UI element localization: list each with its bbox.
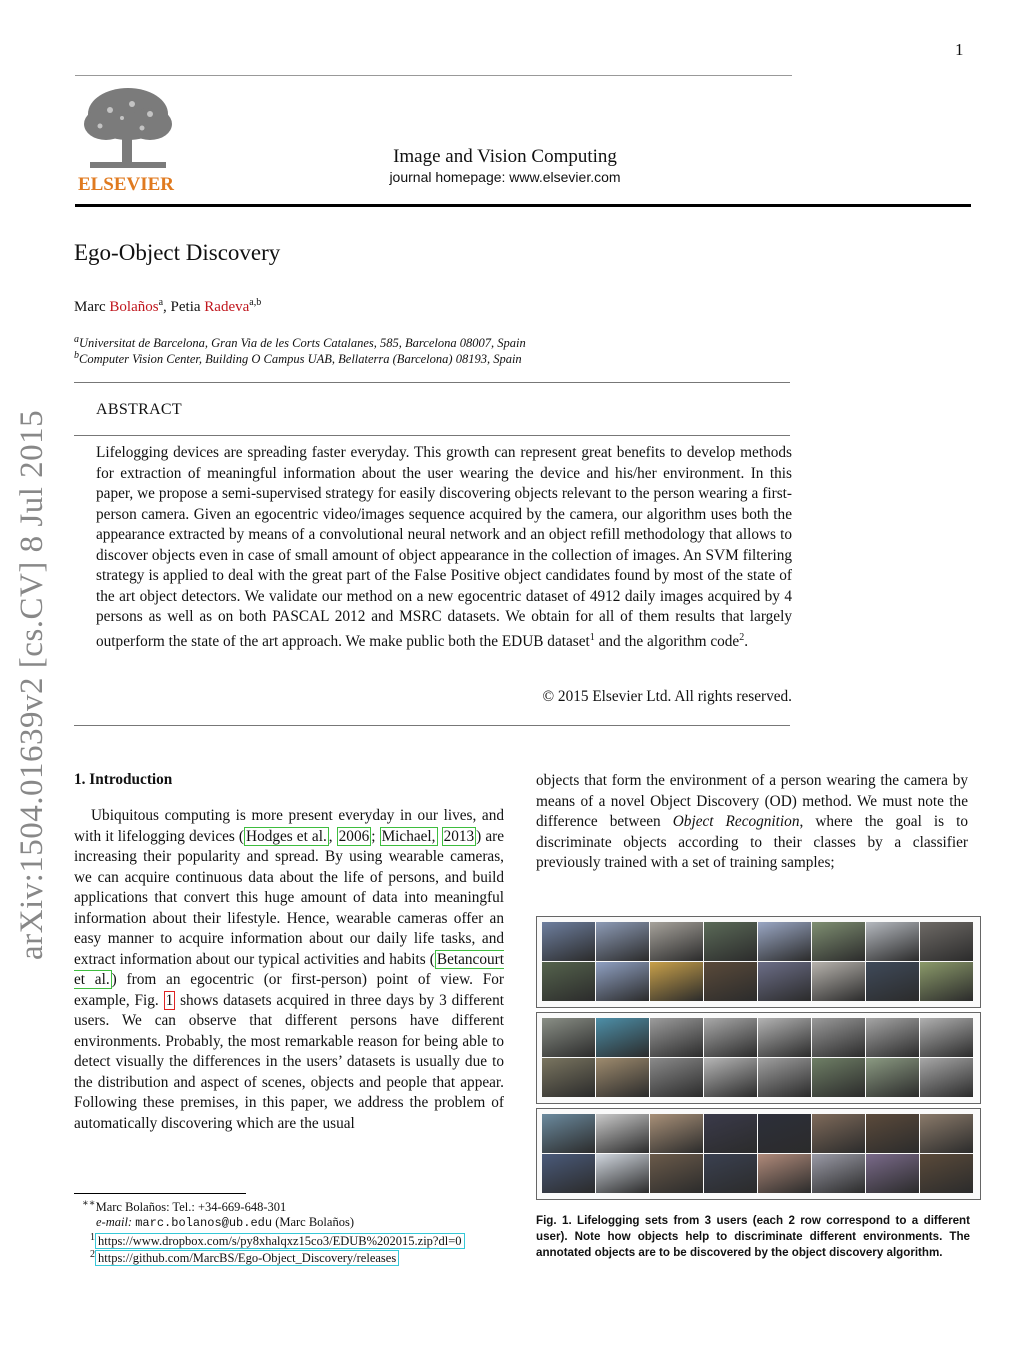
footnote-1: $^1$ https://www.dropbox.com/s/py8xhalqxz15co3/EDUB%202015.zip?dl=0 — [90, 1232, 465, 1249]
page-number: 1 — [955, 40, 964, 59]
user-1-image-band — [536, 916, 981, 1008]
publisher-name: ELSEVIER — [77, 174, 175, 195]
citation-hodges-year[interactable]: 2006 — [338, 827, 370, 845]
header-rule-thick — [75, 204, 971, 207]
citation-michael-year[interactable]: 2013 — [443, 827, 475, 845]
paper-title: Ego-Object Discovery — [74, 240, 281, 265]
footnote-ref-2[interactable]: 2 — [739, 631, 745, 643]
egocentric-thumbnail — [758, 1114, 811, 1153]
egocentric-thumbnail — [596, 1058, 649, 1097]
egocentric-thumbnail — [542, 962, 595, 1001]
intro-paragraph-col1: Ubiquitous computing is more present everyday in our lives, and with it lifelogging devices ( Hodges et al. , 2006 ; Michael, 2013 ) are increasing their popularity and spread. By using wearable cameras, we can acquire continuous data about the life of persons, and build applications that convert this huge amount of data into meaningful information about their lifestyle. Hence, wearable cameras offer an easy manner to acquire information about our daily life tasks, and extract information about our typical activities and habits ( Betancourt et al. ) from an egocentric (or first-person) point of view. For example, Fig. 1 shows datasets acquired in three days by 3 different users. We can observe that different persons have different environments. Probably, the most remarkable reason for being able to detect visually the differences in the users’ datasets is usually due to the distribution and aspect of scenes, objects and people that appear. Following these premises, in this paper, we address the problem of automatically discovering which are the usual — [74, 807, 504, 1132]
figure-ref-1[interactable]: 1 — [165, 991, 174, 1009]
author-2-first: , Petia — [163, 299, 205, 315]
author-1-first: Marc — [74, 299, 110, 315]
section-heading-introduction: 1. Introduction — [74, 771, 173, 788]
email-link[interactable]: marc.bolanos@ub.edu — [135, 1216, 273, 1230]
egocentric-thumbnail — [920, 962, 973, 1001]
egocentric-thumbnail — [866, 922, 919, 961]
citation-michael[interactable]: Michael, — [381, 827, 436, 845]
egocentric-thumbnail — [596, 962, 649, 1001]
egocentric-thumbnail — [596, 1114, 649, 1153]
egocentric-thumbnail — [650, 922, 703, 961]
egocentric-thumbnail — [812, 962, 865, 1001]
author-2-link[interactable]: Radeva — [204, 299, 250, 315]
egocentric-thumbnail — [542, 1018, 595, 1057]
egocentric-thumbnail — [920, 1018, 973, 1057]
egocentric-thumbnail — [650, 1114, 703, 1153]
egocentric-thumbnail — [650, 1154, 703, 1193]
author-1-affil: a — [158, 297, 164, 308]
egocentric-thumbnail — [812, 1114, 865, 1153]
egocentric-thumbnail — [866, 1154, 919, 1193]
author-1-link[interactable]: Bolaños — [109, 299, 159, 315]
abstract-rule-mid — [74, 435, 790, 436]
intro-paragraph-col2: objects that form the environment of a person wearing the camera by means of a novel Object Discovery (OD) method. We must note the difference between Object Recognition, where the goal is to discriminate objects according to their classes by a classifier previously trained with a set of training samples; — [536, 772, 968, 871]
egocentric-thumbnail — [542, 1058, 595, 1097]
citation-betancourt[interactable]: Betancourt et al. — [74, 950, 504, 988]
journal-homepage: journal homepage: www.elsevier.com — [389, 169, 621, 185]
egocentric-thumbnail — [704, 1018, 757, 1057]
egocentric-thumbnail — [812, 1154, 865, 1193]
abstract-rule-top — [74, 382, 790, 383]
egocentric-thumbnail — [596, 1018, 649, 1057]
user-2-image-band — [536, 1012, 981, 1104]
egocentric-thumbnail — [758, 1058, 811, 1097]
egocentric-thumbnail — [866, 962, 919, 1001]
egocentric-thumbnail — [866, 1114, 919, 1153]
author-2-affil: a,b — [249, 297, 262, 308]
egocentric-thumbnail — [812, 1018, 865, 1057]
egocentric-thumbnail — [596, 1154, 649, 1193]
journal-name: Image and Vision Computing — [393, 146, 617, 167]
egocentric-thumbnail — [596, 922, 649, 961]
egocentric-thumbnail — [704, 1058, 757, 1097]
egocentric-thumbnail — [704, 1154, 757, 1193]
user-3-image-band — [536, 1108, 981, 1200]
egocentric-thumbnail — [704, 962, 757, 1001]
figure-1-image-grid — [536, 916, 979, 1198]
egocentric-thumbnail — [650, 1018, 703, 1057]
abstract-heading: ABSTRACT — [96, 401, 182, 418]
egocentric-thumbnail — [704, 1114, 757, 1153]
abstract-rule-bottom — [74, 725, 790, 726]
arxiv-stamp: arXiv:1504.01639v2 [cs.CV] 8 Jul 2015 — [14, 409, 50, 960]
egocentric-thumbnail — [812, 922, 865, 961]
egocentric-thumbnail — [758, 1018, 811, 1057]
elsevier-tree-logo — [70, 84, 182, 196]
egocentric-thumbnail — [812, 1058, 865, 1097]
affiliation-a: $^a$Universitat de Barcelona, Gran Via de les Corts Catalanes, 585, Barcelona 08007, Spain — [74, 334, 526, 351]
egocentric-thumbnail — [920, 1114, 973, 1153]
footnote-1-url[interactable]: https://www.dropbox.com/s/py8xhalqxz15co3/EDUB%202015.zip?dl=0 — [95, 1233, 465, 1249]
egocentric-thumbnail — [542, 1154, 595, 1193]
author-list — [74, 297, 261, 316]
abstract-body: Lifelogging devices are spreading faster everyday. This growth can represent great benefits to develop methods for extraction of meaningful information about the user wearing the device and his/her environment. In this paper, we propose a semi-supervised strategy for easily discovering objects relevant to the person wearing a first-person camera. Given an egocentric video/images sequence acquired by the camera, our algorithm uses both the appearance extracted by means of a convolutional neural network and an object refill methodology that allows to discover objects even in case of small amount of object appearance in the collection of images. An SVM filtering strategy is applied to deal with the great part of the False Positive object candidates found by most of the state of the art object detectors. We validate our method on a new egocentric dataset of 4912 daily images acquired by 4 persons as well as on both PASCAL 2012 and MSRC datasets. We obtain for all of them results that largely outperform the state of the art approach. We make public both the EDUB dataset$^1$ and the algorithm code$^2$. — [96, 444, 792, 650]
egocentric-thumbnail — [650, 1058, 703, 1097]
citation-hodges[interactable]: Hodges et al. — [246, 827, 327, 845]
header-rule-top — [75, 75, 792, 76]
footnote-corresponding: ∗∗Marc Bolaños: Tel.: +34-669-648-301 — [82, 1198, 287, 1215]
footnote-rule — [74, 1193, 246, 1194]
egocentric-thumbnail — [866, 1058, 919, 1097]
footnote-2-url[interactable]: https://github.com/MarcBS/Ego-Object_Discovery/releases — [95, 1250, 399, 1266]
footnote-2: $^2$ https://github.com/MarcBS/Ego-Object_Discovery/releases — [90, 1249, 399, 1266]
footnote-ref-1[interactable]: 1 — [589, 631, 595, 643]
copyright-notice: © 2015 Elsevier Ltd. All rights reserved. — [542, 688, 792, 705]
egocentric-thumbnail — [758, 962, 811, 1001]
affiliation-b: $^b$Computer Vision Center, Building O Campus UAB, Bellaterra (Barcelona) 08193, Spain — [74, 350, 522, 367]
egocentric-thumbnail — [920, 1154, 973, 1193]
egocentric-thumbnail — [650, 962, 703, 1001]
egocentric-thumbnail — [704, 922, 757, 961]
figure-1-caption: Fig. 1. Lifelogging sets from 3 users (each 2 row correspond to a different user). Note how objects help to discriminate different environments. The annotated objects are to be discovered by the object discovery algorithm. — [536, 1214, 970, 1259]
egocentric-thumbnail — [542, 1114, 595, 1153]
egocentric-thumbnail — [920, 1058, 973, 1097]
egocentric-thumbnail — [758, 922, 811, 961]
egocentric-thumbnail — [920, 922, 973, 961]
egocentric-thumbnail — [866, 1018, 919, 1057]
egocentric-thumbnail — [758, 1154, 811, 1193]
footnote-email: e-mail: marc.bolanos@ub.edu (Marc Bolaños) — [96, 1215, 354, 1230]
egocentric-thumbnail — [542, 922, 595, 961]
